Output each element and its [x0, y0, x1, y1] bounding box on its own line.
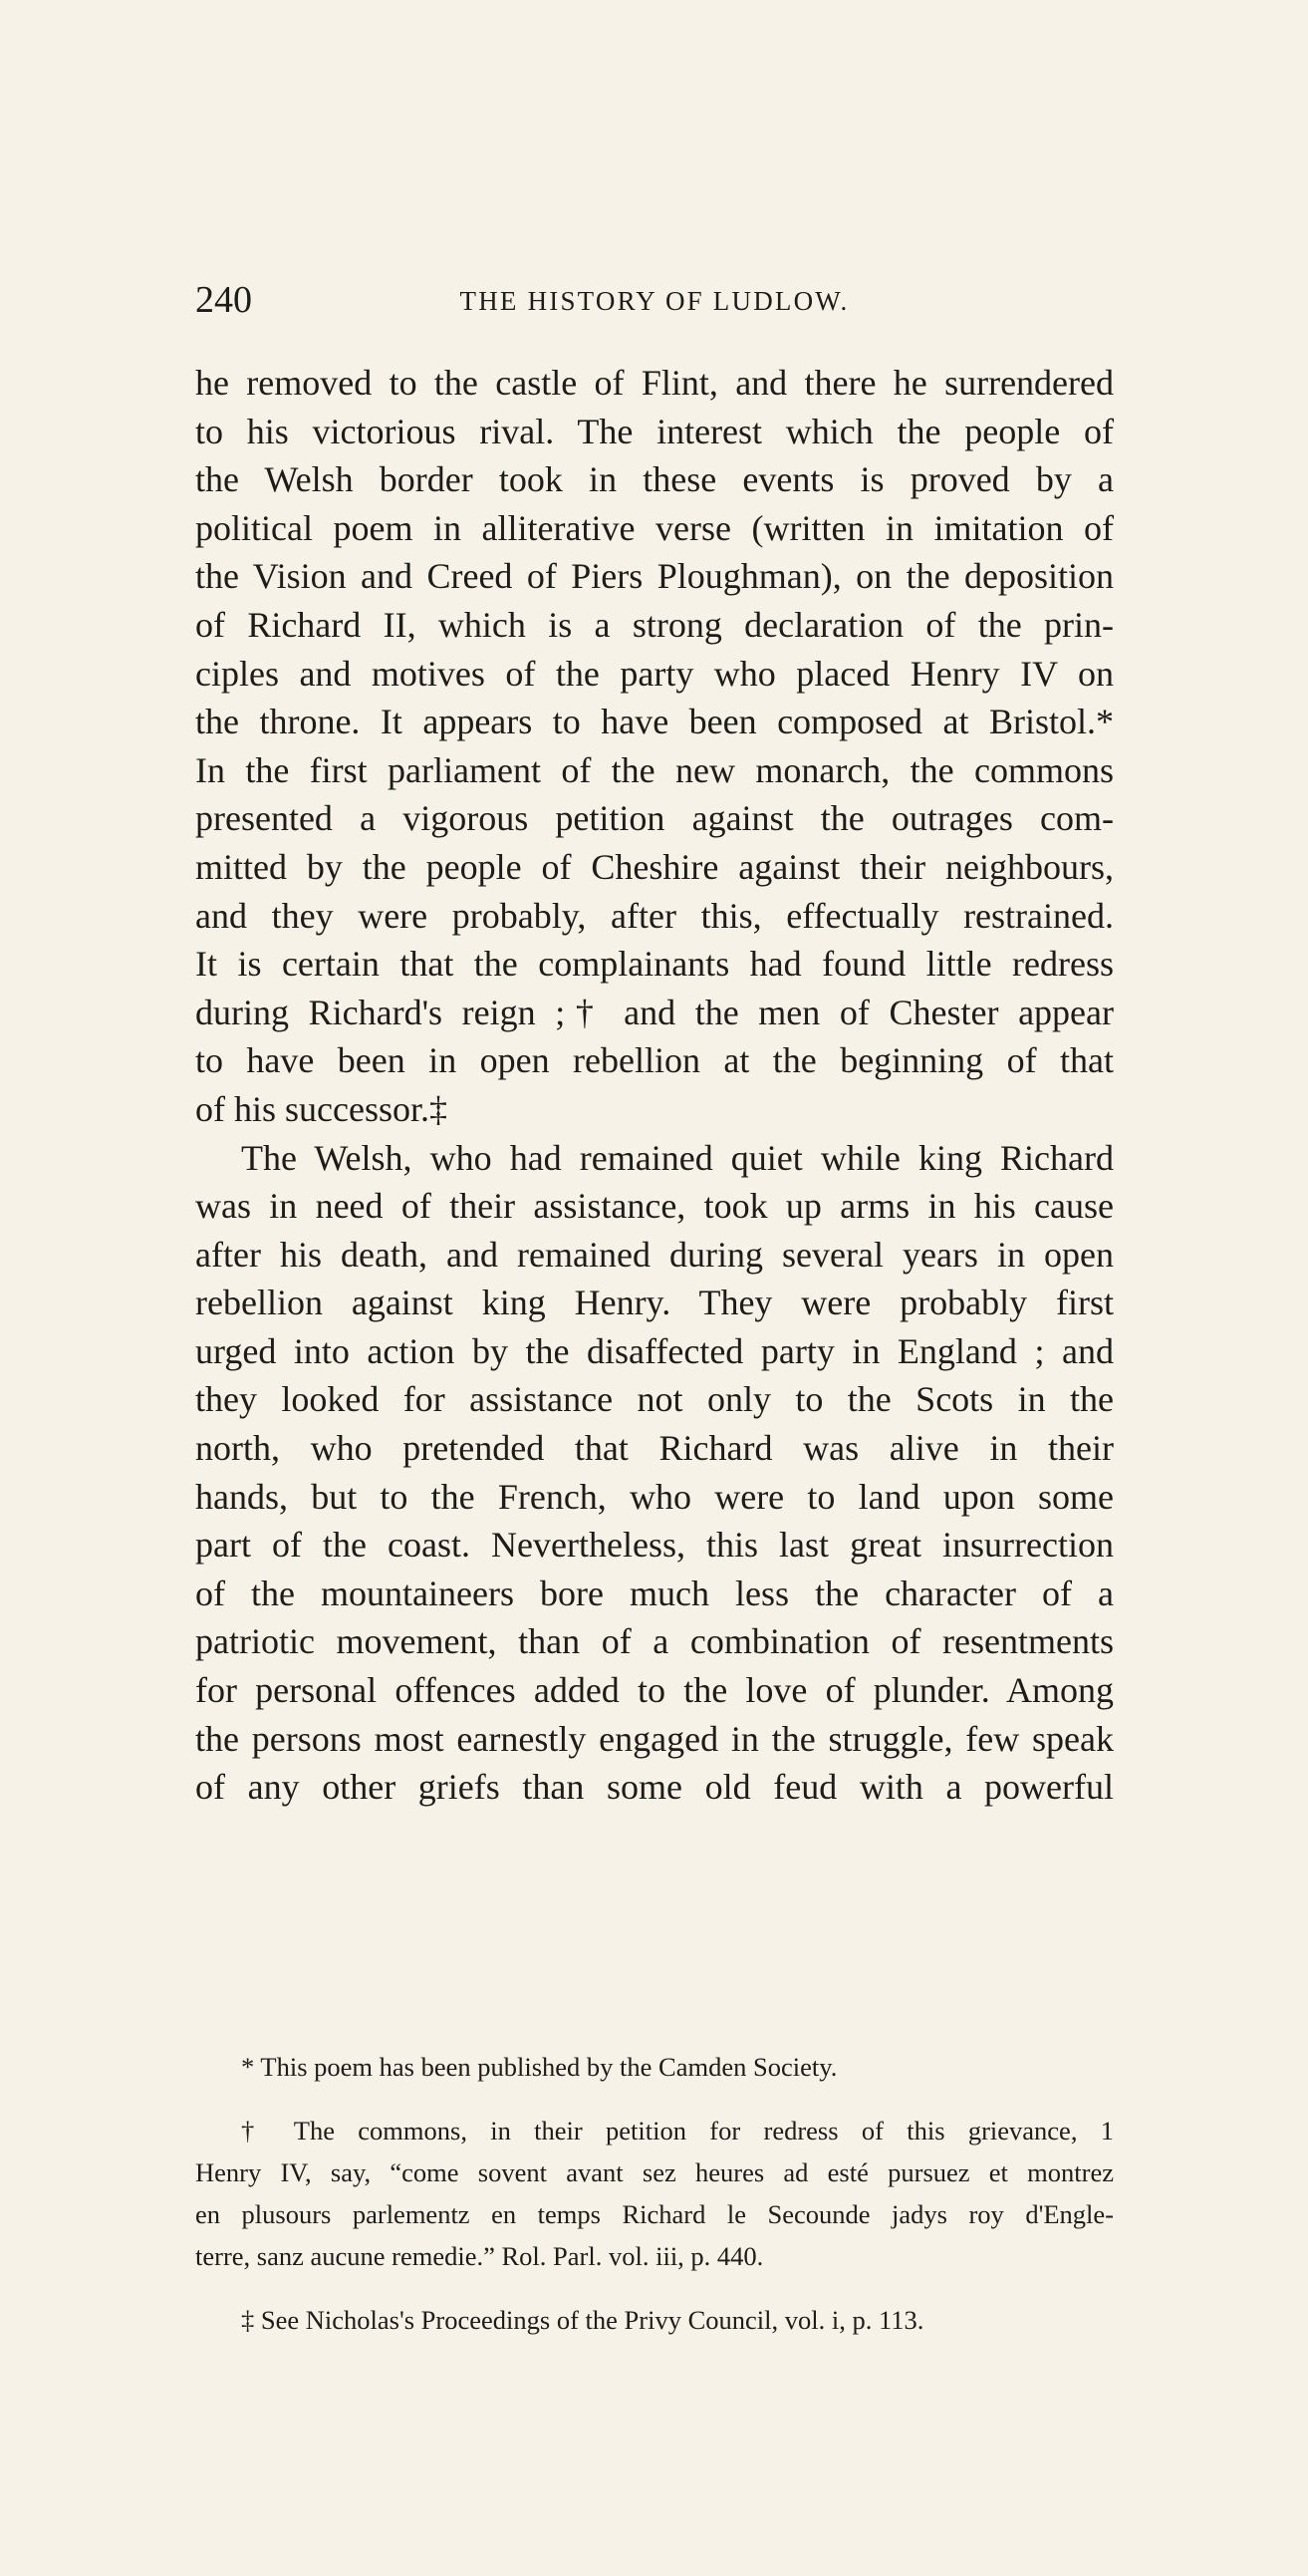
text-line: to have been in open rebellion at the beginning of that [195, 1040, 1114, 1081]
footnote-line: Henry IV, say, “come sovent avant sez heures ad esté pursuez et montrez [195, 2157, 1114, 2187]
text-line: patriotic movement, than of a combination of resentments [195, 1621, 1114, 1662]
text-line: was in need of their assistance, took up arms in his cause [195, 1186, 1114, 1227]
text-line: The Welsh, who had remained quiet while king Richard [241, 1137, 1114, 1178]
text-line: rebellion against king Henry. They were probably first [195, 1283, 1114, 1323]
text-line: In the first parliament of the new monarch, the commons [195, 749, 1114, 790]
text-line: of Richard II, which is a strong declaration of the prin- [195, 604, 1114, 645]
text-line: the persons most earnestly engaged in the struggle, few speak [195, 1718, 1114, 1759]
text-line: of the mountaineers bore much less the character of a [195, 1573, 1114, 1613]
footnote-line: † The commons, in their petition for redress of this grievance, 1 [241, 2116, 1114, 2146]
text-line: presented a vigorous petition against the outrages com- [195, 798, 1114, 839]
text-line: the Vision and Creed of Piers Ploughman), on the deposition [195, 556, 1114, 597]
footnote-nicholas: ‡ See Nicholas's Proceedings of the Privy Council, vol. i, p. 113. [241, 2305, 924, 2335]
text-line: during Richard's reign ;† and the men of Chester appear [195, 992, 1114, 1032]
footnote-gap [195, 2088, 1114, 2110]
running-title: THE HISTORY OF LUDLOW. [459, 286, 850, 316]
footnote-gap [195, 2277, 1114, 2299]
text-line: mitted by the people of Cheshire against their neighbours, [195, 846, 1114, 887]
text-line: and they were probably, after this, effectually restrained. [195, 895, 1114, 936]
footnotes [195, 2046, 1114, 2341]
text-line: political poem in alliterative verse (written in imitation of [195, 507, 1114, 548]
text-line: the Welsh border took in these events is proved by a [195, 459, 1114, 500]
page-number: 240 [195, 279, 252, 321]
page-header [195, 275, 1114, 325]
text-line: they looked for assistance not only to the Scots in the [195, 1379, 1114, 1420]
text-line: of any other griefs than some old feud with a powerful [195, 1767, 1114, 1808]
footnote-line: en plusours parlementz en temps Richard le Secounde jadys roy d'Engle- [195, 2199, 1114, 2229]
text-line: of his successor.‡ [195, 1088, 447, 1129]
text-line: after his death, and remained during several years in open [195, 1234, 1114, 1275]
footnote-line: terre, sanz aucune remedie.” Rol. Parl. vol. iii, p. 440. [195, 2241, 764, 2271]
text-line: urged into action by the disaffected party in England ; and [195, 1330, 1114, 1371]
footnote-camden: * This poem has been published by the Camden Society. [241, 2052, 838, 2082]
text-line: It is certain that the complainants had found little redress [195, 944, 1114, 985]
text-line: he removed to the castle of Flint, and there he surrendered [195, 363, 1114, 403]
text-line: hands, but to the French, who were to land upon some [195, 1476, 1114, 1517]
text-line: the throne. It appears to have been composed at Bristol.* [195, 702, 1114, 742]
text-line: for personal offences added to the love of plunder. Among [195, 1670, 1114, 1711]
text-line: north, who pretended that Richard was alive in their [195, 1428, 1114, 1469]
body-text [195, 359, 1114, 1812]
text-line: to his victorious rival. The interest which the people of [195, 411, 1114, 451]
text-line: ciples and motives of the party who placed Henry IV on [195, 653, 1114, 694]
text-line: part of the coast. Nevertheless, this last great insurrection [195, 1525, 1114, 1566]
